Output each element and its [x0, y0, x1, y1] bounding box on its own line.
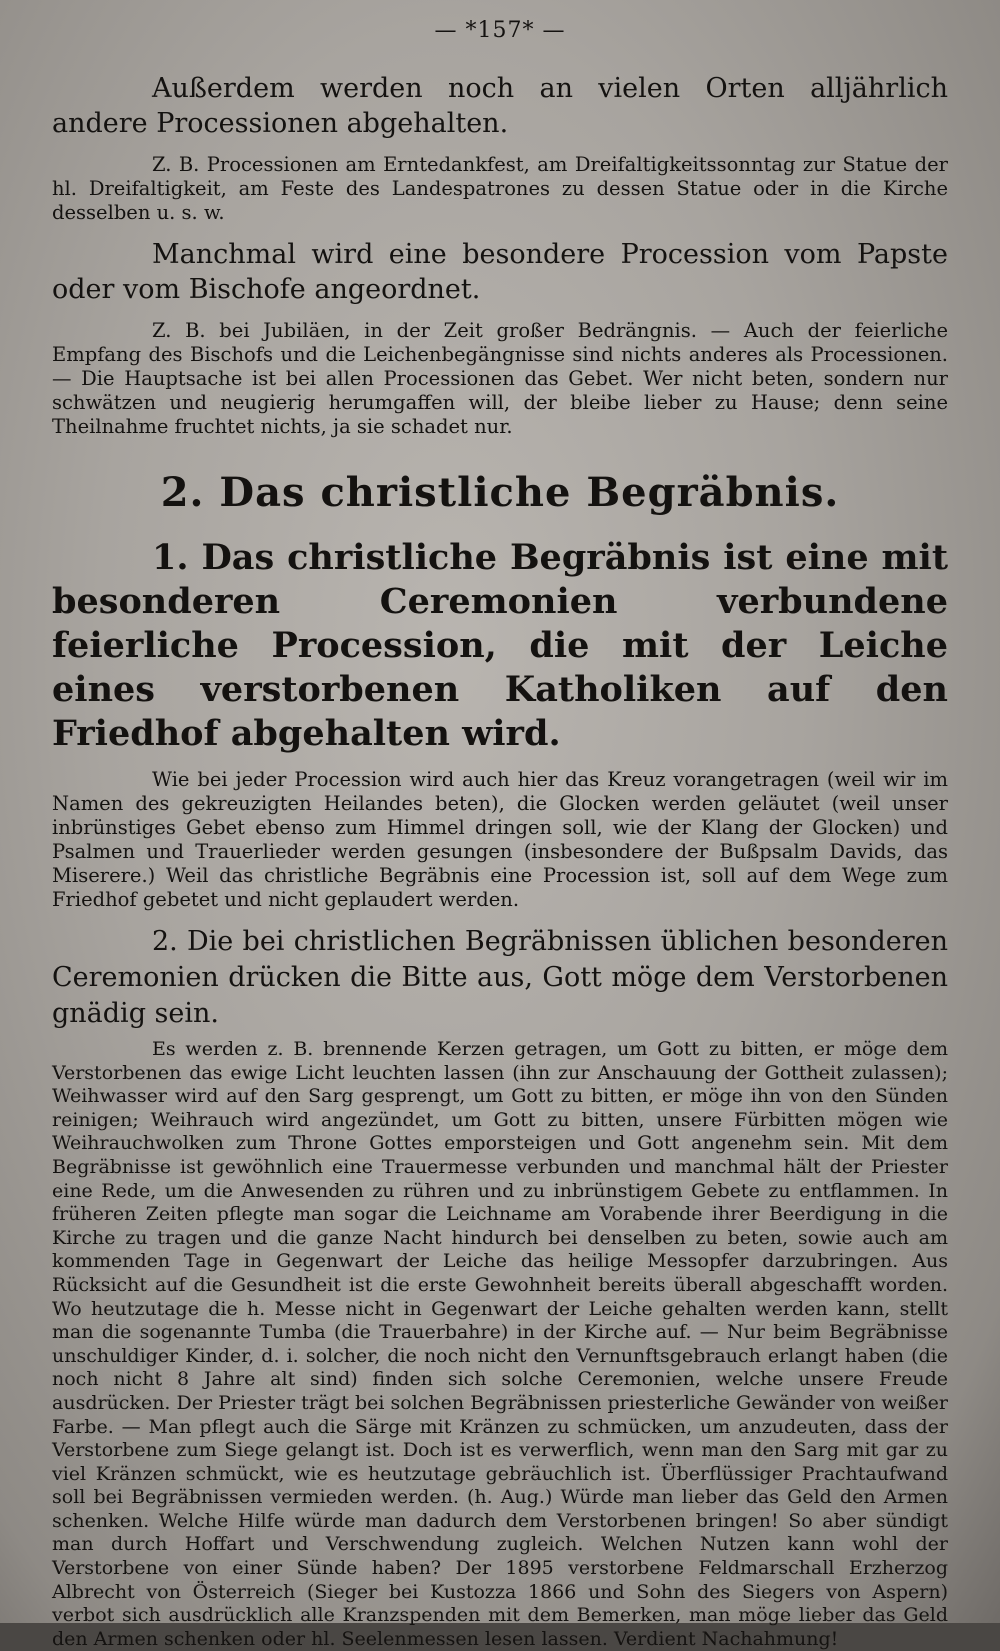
page-number: — *157* — — [434, 18, 566, 43]
section-title: 2. Das christliche Begräbnis. — [160, 469, 840, 516]
paragraph-special-procession: Manchmal wird eine besondere Procession vom Papste oder vom Bischofe angeordnet. — [52, 239, 948, 305]
paragraph-other-processions: Außerdem werden noch an vielen Orten alljährlich andere Processionen abgehalten. — [52, 73, 948, 139]
definition-paragraph — [52, 536, 948, 756]
paragraph-cross-bells-psalms: Wie bei jeder Procession wird auch hier das Kreuz vorangetragen (weil wir im Namen des gekreuzigten Heilandes beten), die Glocken werden geläutet (weil unser inbrünstiges Gebet ebenso zum Himmel dringen soll, wie der Klang der Glocken) und Psalmen und Trauerlieder werden gesungen (insbesondere der Bußpsalm Davids, das Miserere.) Weil das christliche Begräbnis eine Procession ist, soll auf dem Wege zum Friedhof gebetet und nicht geplaudert werden. — [52, 768, 948, 911]
paragraph-ceremony-details: Es werden z. B. brennende Kerzen getragen, um Gott zu bitten, er möge dem Verstorbenen das ewige Licht leuchten lassen (ihn zur Anschauung der Gottheit zulassen); Weihwasser wird auf den Sarg gesprengt, um Gott zu bitten, er möge ihn von den Sünden reinigen; Weihrauch wird angezündet, um Gott zu bitten, unsere Fürbitten mögen wie Weihrauchwolken zum Throne Gottes emporsteigen und Gott angenehm sein. Mit dem Begräbnisse ist gewöhnlich eine Trauermesse verbunden und manchmal hält der Priester eine Rede, um die Anwesenden zu rühren und zu inbrünstigem Gebete zu entflammen. In früheren Zeiten pflegte man sogar die Leichname am Vorabende ihrer Beerdigung in die Kirche zu tragen und die ganze Nacht hindurch bei denselben zu beten, sowie auch am kommenden Tage in Gegenwart der Leiche das heilige Messopfer darzubringen. Aus Rücksicht auf die Gesundheit ist die erste Gewohnheit bereits überall abgeschafft worden. Wo heutzutage die h. Messe nicht in Gegenwart der Leiche gehalten werden kann, stellt man die sogenannte Tumba (die Trauerbahre) in der Kirche auf. — Nur beim Begräbnisse unschuldiger Kinder, d. i. solcher, die noch nicht den Vernunftsgebrauch erlangt haben (die noch nicht 8 Jahre alt sind) finden sich solche Ceremonien, welche unsere Freude ausdrücken. Der Priester trägt bei solchen Begräbnissen priesterliche Gewänder von weißer Farbe. — Man pflegt auch die Särge mit Kränzen zu schmücken, um anzudeuten, dass der Verstorbene zum Siege gelangt ist. Doch ist es verwerflich, wenn man den Sarg mit gar zu viel Kränzen schmückt, wie es heutzutage gebräuchlich ist. Überflüssiger Prachtaufwand soll bei Begräbnissen vermieden werden. (h. Aug.) Würde man lieber das Geld den Armen schenken. Welche Hilfe würde man dadurch dem Verstorbenen bringen! So aber sündigt man durch Hoffart und Verschwendung zugleich. Welchen Nutzen kann wohl der Verstorbene von einer Sünde haben? Der 1895 verstorbene Feldmarschall Erzherzog Albrecht von Österreich (Sieger bei Kustozza 1866 und Sohn des Siegers von Aspern) verbot sich ausdrücklich alle Kranzspenden mit dem Bemerken, man möge lieber das Geld den Armen schenken oder hl. Seelenmessen lesen lassen. Verdient Nachahmung! — [52, 1038, 948, 1650]
definition-text: Das christliche Begräbnis ist eine mit besonderen Ceremonien verbundene feierliche Procession, die mit der Leiche eines verstorbenen Katholiken auf den Friedhof abgehalten wird. — [52, 537, 948, 754]
paragraph-jubilee-examples: Z. B. bei Jubiläen, in der Zeit großer Bedrängnis. — Auch der feierliche Empfang des Bischofs und die Leichenbegängnisse sind nichts anderes als Processionen. — Die Hauptsache ist bei allen Processionen das Gebet. Wer nicht beten, sondern nur schwätzen und neugierig herumgaffen will, der bleibe lieber zu Hause; denn seine Theilnahme fruchtet nichts, ja sie schadet nur. — [52, 319, 948, 438]
paragraph-procession-examples: Z. B. Processionen am Erntedankfest, am Dreifaltigkeitssonntag zur Statue der hl. Dreifaltigkeit, am Feste des Landespatrones zu dessen Statue oder in die Kirche desselben u. s. w. — [52, 153, 948, 224]
subheading-ceremonies: 2. Die bei christlichen Begräbnissen üblichen besonderen Ceremonien drücken die Bitte aus, Gott möge dem Verstorbenen gnädig sein. — [52, 926, 948, 1029]
definition-number: 1. — [152, 537, 189, 578]
